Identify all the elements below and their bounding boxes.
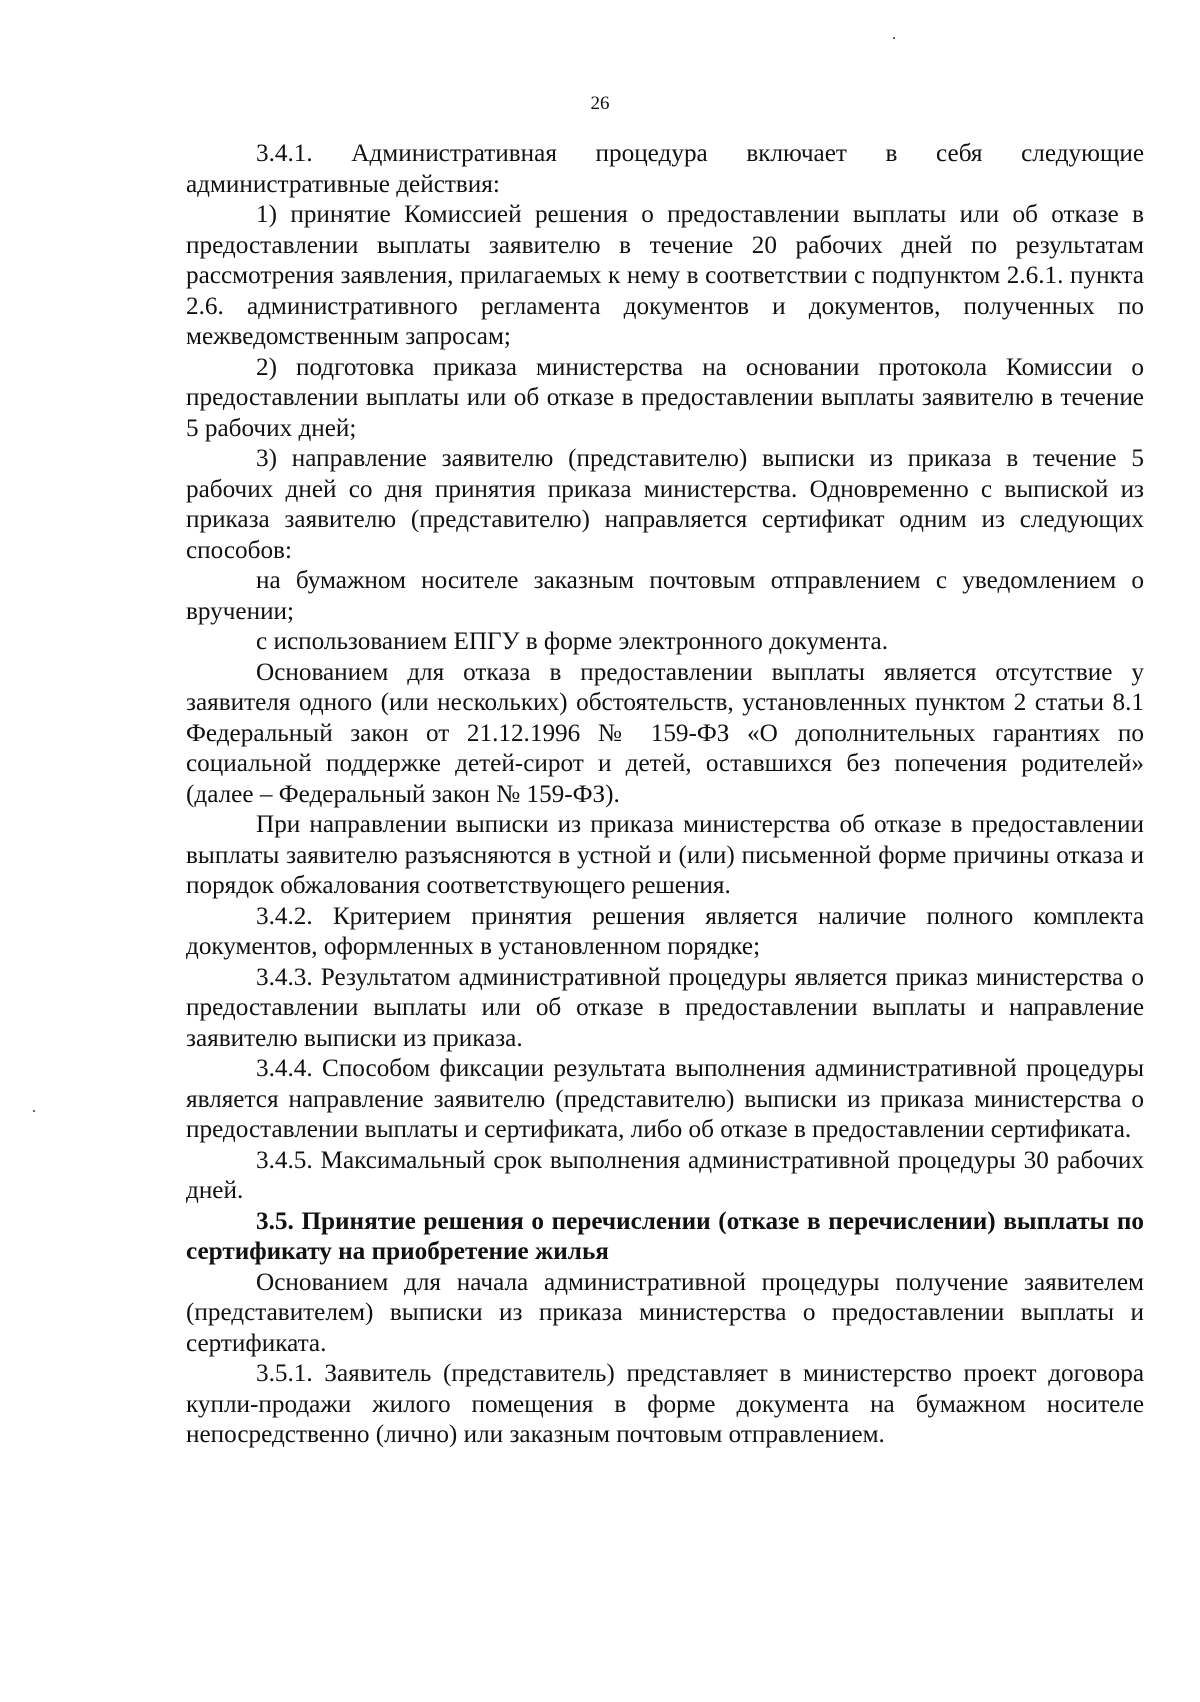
paragraph-3-4-1: 3.4.1. Административная процедура включает в себя следующие административные действия: [186,140,1144,198]
paragraph-3-5-1: 3.5.1. Заявитель (представитель) представляет в министерство проект договора купли-продажи жилого помещения в форме документа на бумажном носителе непосредственно (лично) или заказным почтовым отправлением. [186,1360,1144,1448]
list-item-3: 3) направление заявителю (представителю) выписки из приказа в течение 5 рабочих дней со дня принятия приказа министерства. Одновременно с выпиской из приказа заявителю (представителю) направляется сертификат одним из следующих способов: [186,445,1144,564]
page-number: 26 [590,93,610,114]
paragraph-3-4-3: 3.4.3. Результатом административной процедуры является приказ министерства о предоставлении выплаты или об отказе в предоставлении выплаты и направление заявителю выписки из приказа. [186,963,1144,1052]
section-heading-3-5: 3.5. Принятие решения о перечислении (отказе в перечислении) выплаты по сертификату на приобретение жилья [186,1207,1144,1265]
scan-speck [33,1110,35,1112]
scan-speck [893,37,895,39]
refusal-grounds-paragraph: Основанием для отказа в предоставлении выплаты является отсутствие у заявителя одного (или нескольких) обстоятельств, установленных пунктом 2 статьи 8.1 Федеральный закон от 21.12.1996 № 159-ФЗ «О дополнительных гарантиях по социальной поддержке детей-сирот и детей, оставшихся без попечения родителей» (далее – Федеральный закон № 159-ФЗ). [186,658,1144,808]
paragraph-3-4-4: 3.4.4. Способом фиксации результата выполнения административной процедуры является направление заявителю (представителю) выписки из приказа министерства о предоставлении выплаты и сертификата, либо об отказе в предоставлении сертификата. [186,1055,1144,1143]
paragraph-3-4-5: 3.4.5. Максимальный срок выполнения административной процедуры 30 рабочих дней. [186,1146,1144,1204]
paragraph-3-4-2: 3.4.2. Критерием принятия решения является наличие полного комплекта документов, оформленных в установленном порядке; [186,902,1144,960]
list-item-2: 2) подготовка приказа министерства на основании протокола Комиссии о предоставлении выплаты или об отказе в предоставлении выплаты заявителю в течение 5 рабочих дней; [186,353,1144,442]
list-item-1: 1) принятие Комиссией решения о предоставлении выплаты или об отказе в предоставлении выплаты заявителю в течение 20 рабочих дней по результатам рассмотрения заявления, прилагаемых к нему в соответствии с подпунктом 2.6.1. пункта 2.6. административного регламента документов и документов, полученных по межведомственным запросам; [186,201,1144,350]
refusal-explanation-paragraph: При направлении выписки из приказа министерства об отказе в предоставлении выплаты заявителю разъясняются в устной и (или) письменной форме причины отказа и порядок обжалования соответствующего решения. [186,811,1144,899]
document-body [186,139,1144,1451]
section-3-5-intro: Основанием для начала административной процедуры получение заявителем (представителем) выписки из приказа министерства о предоставлении выплаты и сертификата. [186,1268,1144,1357]
delivery-method-epgu: с использованием ЕПГУ в форме электронного документа. [256,628,889,655]
delivery-method-paper: на бумажном носителе заказным почтовым отправлением с уведомлением о вручении; [186,567,1144,625]
